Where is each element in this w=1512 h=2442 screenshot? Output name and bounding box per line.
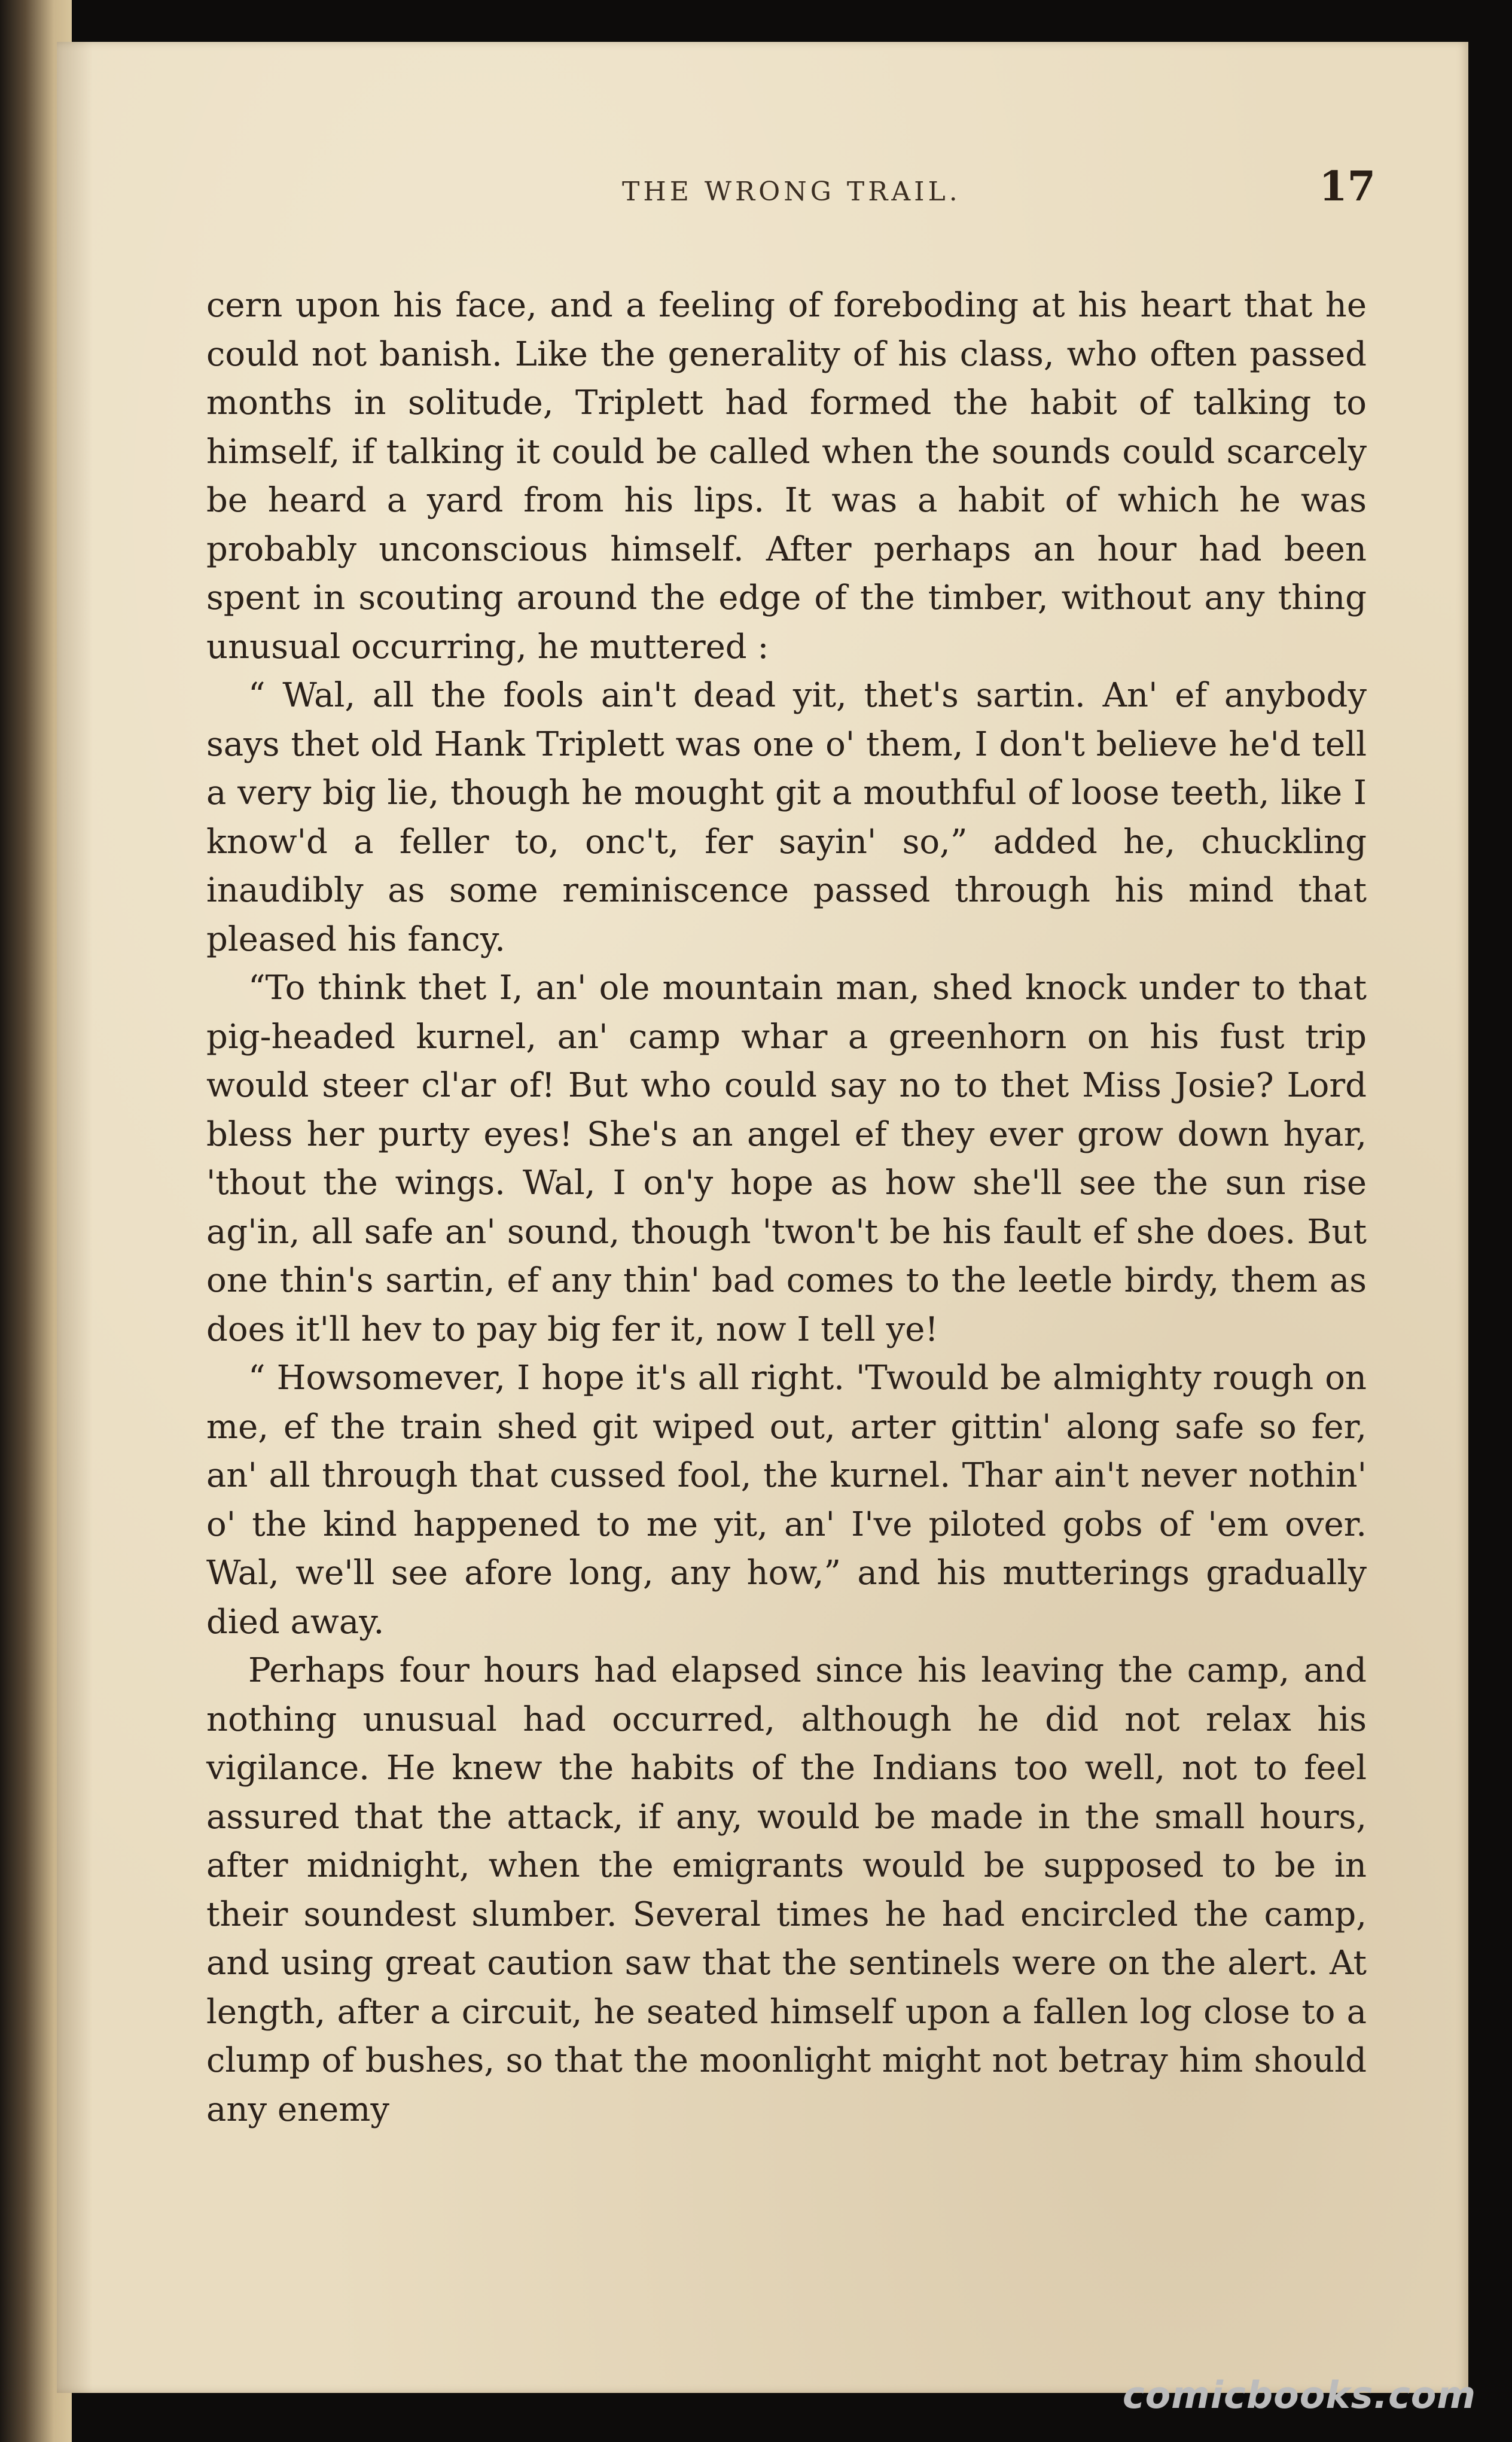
site-watermark: comicbooks.com (1122, 2373, 1476, 2417)
running-title: THE WRONG TRAIL. (622, 176, 961, 207)
paragraph: “To think thet I, an' ole mountain man, shed knock under to that pig-headed kurnel, an' camp whar a greenhorn on his fust trip would steer cl'ar of! But who could say no to thet Miss Josie? Lord bless her purty eyes! She's an angel ef they ever grow down hyar, 'thout the wings. Wal, I on'y hope as how she'll see the sun rise ag'in, all safe an' sound, though 'twon't be his fault ef she does. But one thin's sartin, ef any thin' bad comes to the leetle birdy, them as does it'll hev to pay big fer it, now I tell ye! (206, 969, 1367, 1349)
paragraph: “ Wal, all the fools ain't dead yit, thet's sartin. An' ef anybody says thet old Hank Triplett was one o' them, I don't believe he'd tell a very big lie, though he mought git a mouthful of loose teeth, like I know'd a feller to, onc't, fer sayin' so,” added he, chuckling inaudibly as some reminiscence passed through his mind that pleased his fancy. (206, 676, 1367, 959)
body-text (206, 281, 1367, 2134)
page-number: 17 (1319, 163, 1376, 211)
paragraph: cern upon his face, and a feeling of foreboding at his heart that he could not banish. Like the generality of his class, who often passed months in solitude, Triplett had formed the habit of talking to himself, if talking it could be called when the sounds could scarcely be heard a yard from his lips. It was a habit of which he was probably unconscious himself. After perhaps an hour had been spent in scouting around the edge of the timber, without any thing unusual occurring, he muttered : (206, 286, 1367, 666)
paragraph: Perhaps four hours had elapsed since his leaving the camp, and nothing unusual had occurred, although he did not relax his vigilance. He knew the habits of the Indians too well, not to feel assured that the attack, if any, would be made in the small hours, after midnight, when the emigrants would be supposed to be in their soundest slumber. Several times he had encircled the camp, and using great caution saw that the sentinels were on the alert. At length, after a circuit, he seated himself upon a fallen log close to a clump of bushes, so that the moonlight might not betray him should any enemy (206, 1651, 1367, 2129)
paragraph: “ Howsomever, I hope it's all right. 'Twould be almighty rough on me, ef the train shed git wiped out, arter gittin' along safe so fer, an' all through that cussed fool, the kurnel. Thar ain't never nothin' o' the kind happened to me yit, an' I've piloted gobs of 'em over. Wal, we'll see afore long, any how,” and his mutterings gradually died away. (206, 1359, 1367, 1642)
page-header (191, 150, 1376, 221)
